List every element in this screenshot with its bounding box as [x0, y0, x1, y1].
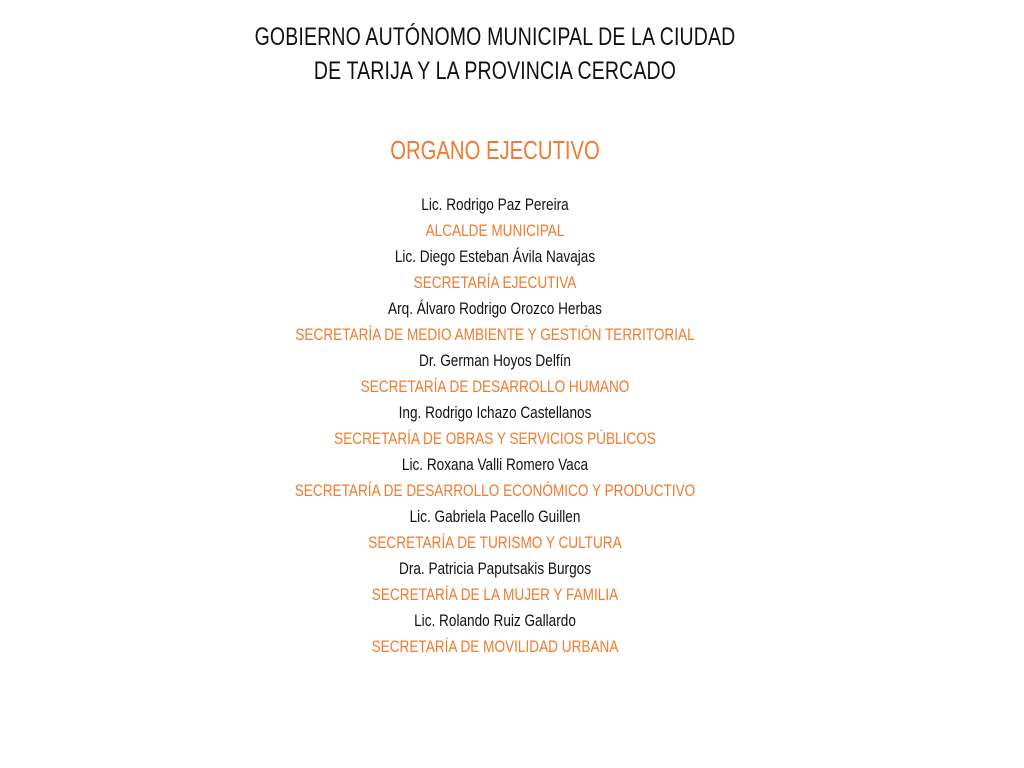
official-role: SECRETARÍA DE OBRAS Y SERVICIOS PÚBLICOS [334, 429, 656, 448]
official-entry [99, 192, 891, 244]
official-entry [99, 452, 891, 504]
official-role: SECRETARÍA EJECUTIVA [413, 273, 577, 292]
official-entry [99, 348, 891, 400]
page-header [109, 20, 881, 88]
header-line-1: GOBIERNO AUTÓNOMO MUNICIPAL DE LA CIUDAD [254, 23, 736, 51]
official-name: Ing. Rodrigo Ichazo Castellanos [398, 403, 592, 422]
official-name: Dr. German Hoyos Delfín [419, 351, 571, 370]
official-entry [99, 556, 891, 608]
official-name: Arq. Álvaro Rodrigo Orozco Herbas [388, 299, 602, 318]
official-name: Lic. Gabriela Pacello Guillen [409, 507, 581, 526]
official-role: SECRETARÍA DE DESARROLLO ECONÓMICO Y PRODUCTIVO [294, 481, 696, 500]
official-name: Lic. Roxana Valli Romero Vaca [401, 455, 589, 474]
official-entry [99, 400, 891, 452]
official-role: SECRETARÍA DE MOVILIDAD URBANA [371, 637, 619, 656]
official-role: SECRETARÍA DE DESARROLLO HUMANO [360, 377, 630, 396]
officials-list [99, 192, 891, 660]
official-role: SECRETARÍA DE LA MUJER Y FAMILIA [371, 585, 619, 604]
official-entry [99, 504, 891, 556]
official-role: SECRETARÍA DE TURISMO Y CULTURA [368, 533, 622, 552]
official-name: Lic. Diego Esteban Ávila Navajas [394, 247, 596, 266]
section-title: ORGANO EJECUTIVO [390, 135, 600, 165]
official-entry [99, 244, 891, 296]
official-entry [99, 296, 891, 348]
official-role: ALCALDE MUNICIPAL [425, 221, 565, 240]
official-name: Lic. Rolando Ruiz Gallardo [414, 611, 576, 630]
official-name: Lic. Rodrigo Paz Pereira [421, 195, 569, 214]
official-role: SECRETARÍA DE MEDIO AMBIENTE Y GESTIÓN TERRITORIAL [295, 325, 695, 344]
header-line-2: DE TARIJA Y LA PROVINCIA CERCADO [313, 57, 677, 85]
official-entry [99, 608, 891, 660]
official-name: Dra. Patricia Paputsakis Burgos [399, 559, 591, 578]
